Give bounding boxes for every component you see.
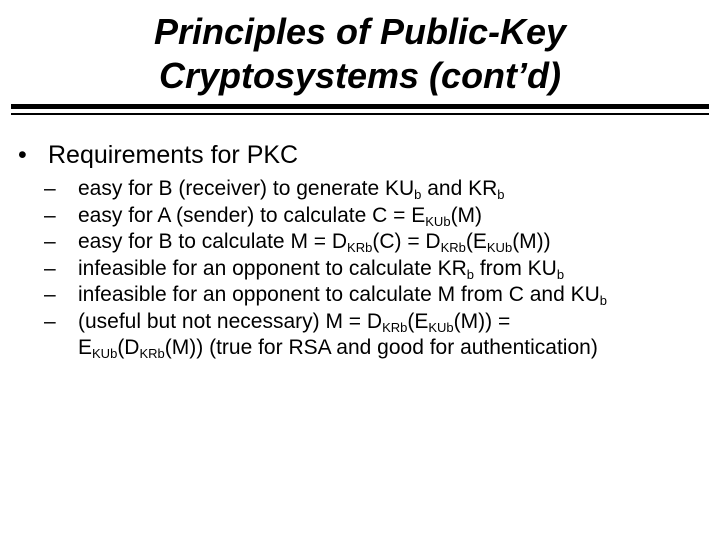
- item-text: (useful but not necessary) M = D: [78, 309, 383, 333]
- item-subscript: KUb: [425, 213, 451, 229]
- item-text: infeasible for an opponent to calculate M from C and KU: [78, 283, 600, 306]
- item-subscript: b: [599, 293, 608, 308]
- item-text: easy for B to calculate M = D: [78, 230, 348, 253]
- item-text: (D: [117, 336, 140, 359]
- item-text: (M)) (true for RSA and good for authentication): [164, 336, 598, 359]
- item-subscript: KUb: [486, 240, 513, 255]
- dash-marker: –: [44, 283, 56, 306]
- item-text: easy for B (receiver) to generate KU: [78, 177, 415, 200]
- item-subscript: KRb: [440, 240, 466, 255]
- item-subscript: KRb: [139, 346, 165, 361]
- item-subscript: KUb: [92, 346, 118, 361]
- dash-marker: –: [44, 309, 56, 333]
- bullet-marker: •: [18, 141, 27, 169]
- slide-title: [0, 10, 720, 98]
- item-text: easy for A (sender) to calculate C = E: [78, 203, 426, 227]
- item-subscript: b: [466, 266, 474, 282]
- item-text: infeasible for an opponent to calculate KR: [78, 256, 467, 280]
- requirement-item-5: [44, 282, 714, 309]
- dash-marker: –: [44, 177, 56, 200]
- item-subscript: b: [497, 187, 505, 202]
- title-rule-thin: [11, 113, 709, 115]
- dash-marker: –: [44, 256, 56, 280]
- item-text: (C) = D: [372, 230, 441, 253]
- item-subscript: KRb: [347, 240, 373, 255]
- requirement-item-2: [44, 203, 714, 230]
- dash-marker: –: [44, 203, 56, 227]
- item-text: (M)) =: [453, 309, 511, 333]
- item-text: E: [78, 336, 93, 359]
- item-subscript: KRb: [382, 319, 408, 335]
- requirements-list: [44, 176, 714, 362]
- item-text: (E: [465, 230, 487, 253]
- item-text: from KU: [474, 256, 557, 280]
- item-text: (M)): [512, 230, 551, 253]
- item-text: (M): [450, 203, 483, 227]
- requirement-item-1: [44, 176, 714, 203]
- title-line-2: Cryptosystems (cont’d): [158, 55, 562, 96]
- bullet-text: Requirements for PKC: [48, 141, 299, 169]
- dash-marker: –: [44, 230, 56, 253]
- requirement-item-6-continued: [44, 335, 714, 362]
- bullet-requirements: [18, 140, 298, 170]
- title-line-1: Principles of Public-Key: [153, 11, 567, 52]
- item-subscript: b: [556, 266, 565, 282]
- item-text: and KR: [421, 177, 498, 200]
- item-subscript: KUb: [428, 319, 454, 335]
- title-rule-thick: [11, 104, 709, 109]
- item-text: (E: [407, 309, 429, 333]
- requirement-item-3: [44, 229, 714, 256]
- requirement-item-6: [44, 309, 714, 336]
- requirement-item-4: [44, 256, 714, 283]
- item-subscript: b: [414, 187, 422, 202]
